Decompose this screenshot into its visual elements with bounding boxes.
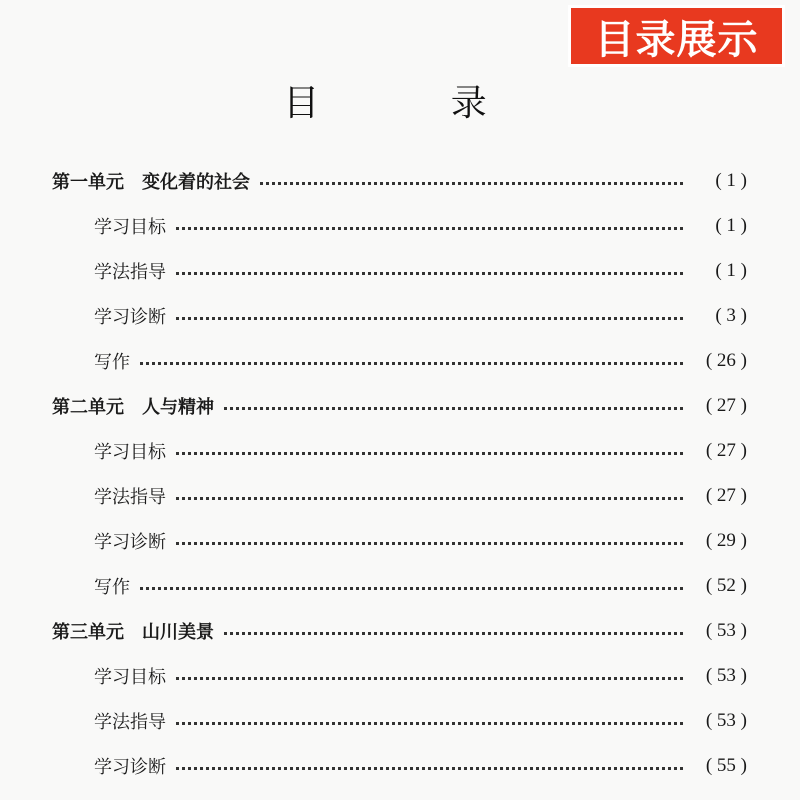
catalog-badge-label: 目录展示 [594, 16, 759, 63]
toc-subsection-row [52, 473, 747, 518]
toc-list [52, 158, 747, 788]
toc-unit-label: 第三单元 山川美景 [52, 621, 214, 643]
dot-leader [224, 632, 683, 635]
dot-leader [140, 362, 683, 365]
toc-page-number: ( 53 ) [705, 664, 747, 686]
toc-subsection-label: 学习诊断 [94, 756, 166, 778]
toc-page-number: ( 29 ) [705, 529, 747, 551]
dot-leader [176, 767, 683, 770]
toc-page-number: ( 3 ) [715, 304, 747, 326]
dot-leader [176, 452, 683, 455]
toc-subsection-row [52, 518, 747, 563]
toc-unit-row [52, 608, 747, 653]
toc-page-number: ( 27 ) [705, 439, 747, 461]
dot-leader [224, 407, 683, 410]
dot-leader [176, 722, 683, 725]
toc-page-number: ( 1 ) [715, 259, 747, 281]
toc-page-number: ( 27 ) [705, 484, 747, 506]
toc-title: 目 录 [283, 83, 547, 124]
dot-leader [140, 587, 683, 590]
toc-subsection-row [52, 428, 747, 473]
toc-page-number: ( 55 ) [705, 754, 747, 776]
dot-leader [260, 182, 683, 185]
toc-subsection-label: 学法指导 [94, 261, 166, 283]
toc-subsection-row [52, 653, 747, 698]
toc-unit-row [52, 158, 747, 203]
toc-subsection-label: 学法指导 [94, 711, 166, 733]
toc-subsection-label: 学法指导 [94, 486, 166, 508]
dot-leader [176, 677, 683, 680]
catalog-badge [568, 5, 785, 67]
toc-subsection-row [52, 338, 747, 383]
toc-subsection-row [52, 563, 747, 608]
toc-subsection-label: 学习诊断 [94, 306, 166, 328]
toc-subsection-label: 写作 [94, 351, 130, 373]
dot-leader [176, 317, 683, 320]
toc-subsection-label: 学习诊断 [94, 531, 166, 553]
toc-page-number: ( 52 ) [705, 574, 747, 596]
toc-subsection-row [52, 743, 747, 788]
toc-page-number: ( 26 ) [705, 349, 747, 371]
toc-subsection-row [52, 698, 747, 743]
dot-leader [176, 542, 683, 545]
toc-subsection-row [52, 203, 747, 248]
toc-page-number: ( 1 ) [715, 214, 747, 236]
toc-subsection-label: 写作 [94, 576, 130, 598]
toc-subsection-row [52, 293, 747, 338]
toc-page-number: ( 53 ) [705, 619, 747, 641]
toc-page-number: ( 1 ) [715, 169, 747, 191]
toc-subsection-label: 学习目标 [94, 441, 166, 463]
dot-leader [176, 272, 683, 275]
toc-unit-label: 第二单元 人与精神 [52, 396, 214, 418]
toc-unit-label: 第一单元 变化着的社会 [52, 171, 250, 193]
dot-leader [176, 227, 683, 230]
toc-subsection-row [52, 248, 747, 293]
dot-leader [176, 497, 683, 500]
toc-page-number: ( 53 ) [705, 709, 747, 731]
toc-page-number: ( 27 ) [705, 394, 747, 416]
toc-unit-row [52, 383, 747, 428]
toc-subsection-label: 学习目标 [94, 666, 166, 688]
toc-subsection-label: 学习目标 [94, 216, 166, 238]
